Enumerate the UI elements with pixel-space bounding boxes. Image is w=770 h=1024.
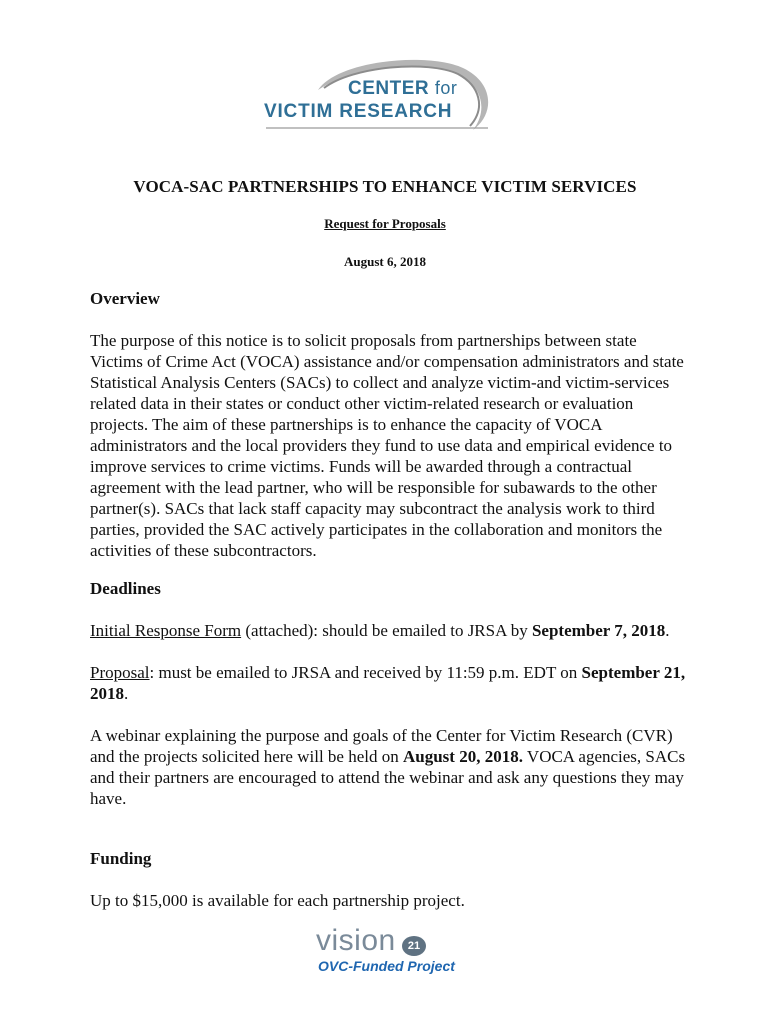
logo-victim-research-text: VICTIM RESEARCH bbox=[264, 101, 453, 122]
webinar-date: August 20, 2018. bbox=[403, 747, 523, 766]
deadline-proposal bbox=[90, 662, 690, 704]
webinar-text-2: VOCA agencies, SACs and their partners are encouraged to attend the webinar and ask any questions they may have. bbox=[90, 747, 686, 808]
deadlines-section bbox=[90, 578, 690, 809]
funding-body: Up to $15,000 is available for each partnership project. bbox=[90, 891, 465, 910]
proposal-text: : must be emailed to JRSA and received by 11:59 p.m. EDT on bbox=[149, 663, 582, 682]
initial-response-form-link[interactable]: Initial Response Form bbox=[90, 621, 242, 640]
document-date: August 6, 2018 bbox=[344, 254, 426, 269]
webinar-paragraph bbox=[90, 725, 690, 809]
vision-21-badge: 21 bbox=[402, 936, 426, 956]
logo-line-center-for bbox=[348, 78, 457, 100]
overview-section bbox=[90, 288, 690, 561]
proposal-end: . bbox=[124, 684, 129, 703]
overview-heading: Overview bbox=[90, 289, 160, 308]
logo-center-text: CENTER bbox=[348, 78, 430, 99]
ovc-funded-tagline: OVC-Funded Project bbox=[318, 958, 455, 974]
document-title: VOCA-SAC PARTNERSHIPS TO ENHANCE VICTIM SERVICES bbox=[133, 177, 637, 196]
funding-heading: Funding bbox=[90, 849, 152, 868]
proposal-date: September 21, 2018 bbox=[90, 663, 686, 703]
deadlines-heading: Deadlines bbox=[90, 579, 161, 598]
document-subtitle: Request for Proposals bbox=[324, 216, 446, 231]
logo-for-text: for bbox=[434, 78, 458, 98]
proposal-link[interactable]: Proposal bbox=[90, 663, 150, 682]
initial-response-end: . bbox=[665, 621, 670, 640]
vision-word: vision bbox=[316, 924, 396, 957]
webinar-text-1: A webinar explaining the purpose and goals of the Center for Victim Research (CVR) and the projects solicited here will be held on bbox=[90, 726, 673, 766]
initial-response-date: September 7, 2018 bbox=[531, 621, 666, 640]
deadline-initial-response bbox=[90, 620, 690, 641]
vision-21-logo bbox=[316, 924, 466, 978]
overview-body: The purpose of this notice is to solicit proposals from partnerships between state Victims of Crime Act (VOCA) assistance and/or compensation administrators and state Statistical Analysis Centers (SACs) to collect and analyze victim-and victim-services related data in their states or conduct other victim-related research or evaluation projects. The aim of these partnerships is to enhance the capacity of VOCA administrators and the local providers they fund to use data and empirical evidence to improve services to crime victims. Funds will be awarded through a contractual agreement with the lead partner, who will be responsible for subawards to the other partner(s). SACs that lack staff capacity may subcontract the analysis work to third parties, provided the SAC actively participates in the collaboration and monitors the activities of these subcontractors. bbox=[90, 331, 684, 560]
initial-response-text: (attached): should be emailed to JRSA by bbox=[241, 621, 532, 640]
center-for-victim-research-logo bbox=[258, 58, 510, 140]
funding-section bbox=[90, 848, 690, 911]
